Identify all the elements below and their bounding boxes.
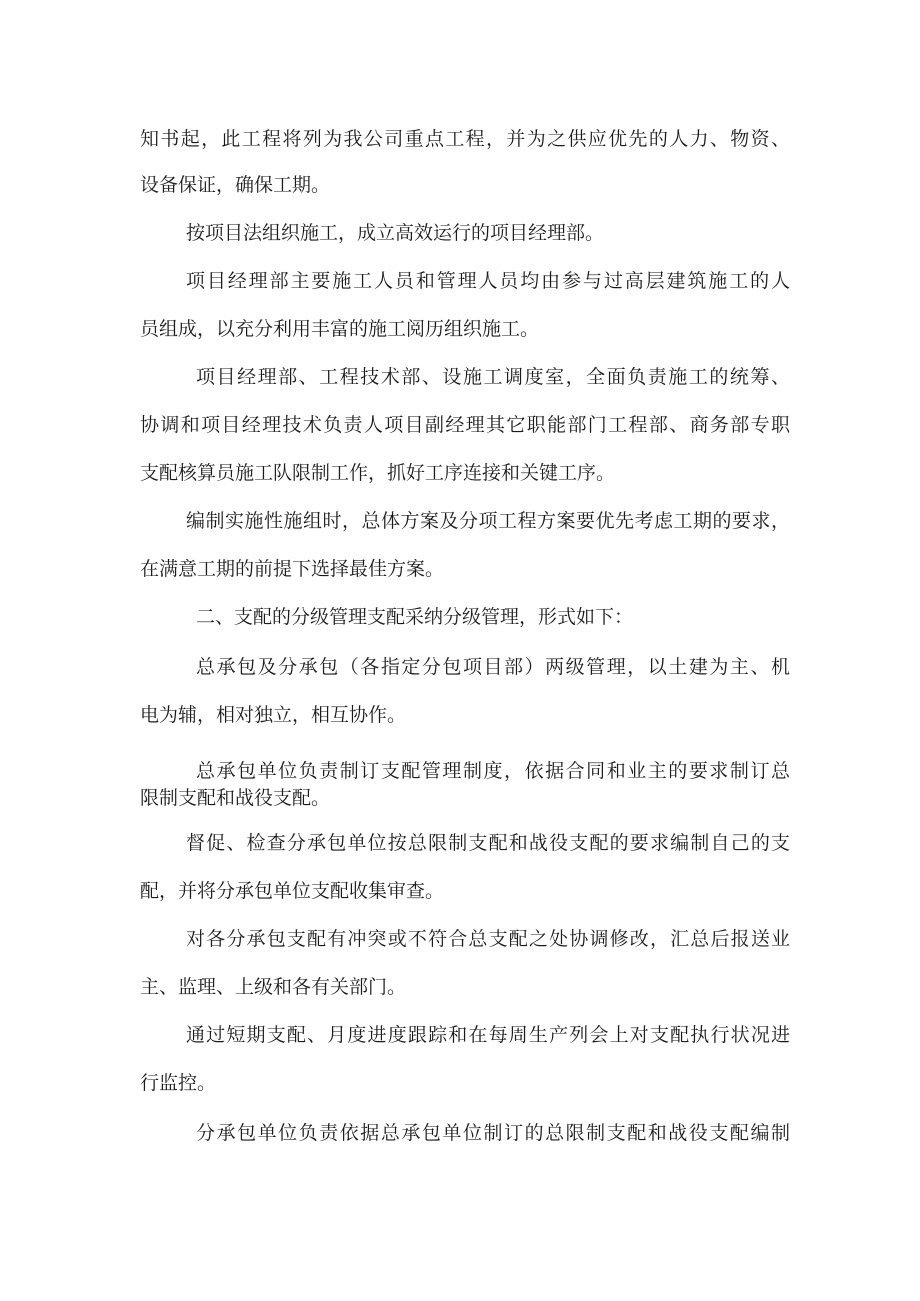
text-line-6: 项目经理部、工程技术部、设施工调度室，全面负责施工的统筹、 (196, 366, 790, 388)
text-line-9: 编制实施性施组时，总体方案及分项工程方案要优先考虑工期的要求， (186, 510, 790, 532)
text-line-20: 通过短期支配、月度进度跟踪和在每周生产列会上对支配执行状况进 (186, 1024, 790, 1046)
text-line-19: 主、监理、上级和各有关部门。 (140, 976, 407, 998)
text-line-18: 对各分承包支配有冲突或不符合总支配之处协调修改，汇总后报送业 (186, 928, 790, 950)
text-line-1: 知书起，此工程将列为我公司重点工程，并为之供应优先的人力、物资、 (140, 128, 790, 150)
text-line-7: 协调和项目经理技术负责人项目副经理其它职能部门工程部、商务部专职 (140, 414, 790, 436)
text-line-13: 电为辅，相对独立，相互协作。 (140, 704, 407, 726)
text-line-11: 二、支配的分级管理支配采纳分级管理，形式如下： (196, 606, 634, 628)
text-line-17: 配，并将分承包单位支配收集审查。 (140, 880, 445, 902)
text-line-12: 总承包及分承包（各指定分包项目部）两级管理，以土建为主、机 (196, 656, 790, 678)
text-line-4: 项目经理部主要施工人员和管理人员均由参与过高层建筑施工的人 (186, 270, 790, 292)
text-line-16: 督促、检查分承包单位按总限制支配和战役支配的要求编制自己的支 (186, 832, 790, 854)
text-line-14: 总承包单位负责制订支配管理制度，依据合同和业主的要求制订总 (196, 760, 790, 782)
text-line-2: 设备保证，确保工期。 (140, 174, 331, 196)
text-line-8: 支配核算员施工队限制工作，抓好工序连接和关键工序。 (140, 462, 616, 484)
text-line-10: 在满意工期的前提下选择最佳方案。 (140, 558, 445, 580)
text-line-21: 行监控。 (140, 1072, 217, 1094)
text-line-22: 分承包单位负责依据总承包单位制订的总限制支配和战役支配编制 (196, 1122, 790, 1144)
text-line-3: 按项目法组织施工，成立高效运行的项目经理部。 (186, 222, 605, 244)
text-line-5: 员组成，以充分利用丰富的施工阅历组织施工。 (140, 318, 540, 340)
text-line-15: 限制支配和战役支配。 (140, 787, 331, 809)
